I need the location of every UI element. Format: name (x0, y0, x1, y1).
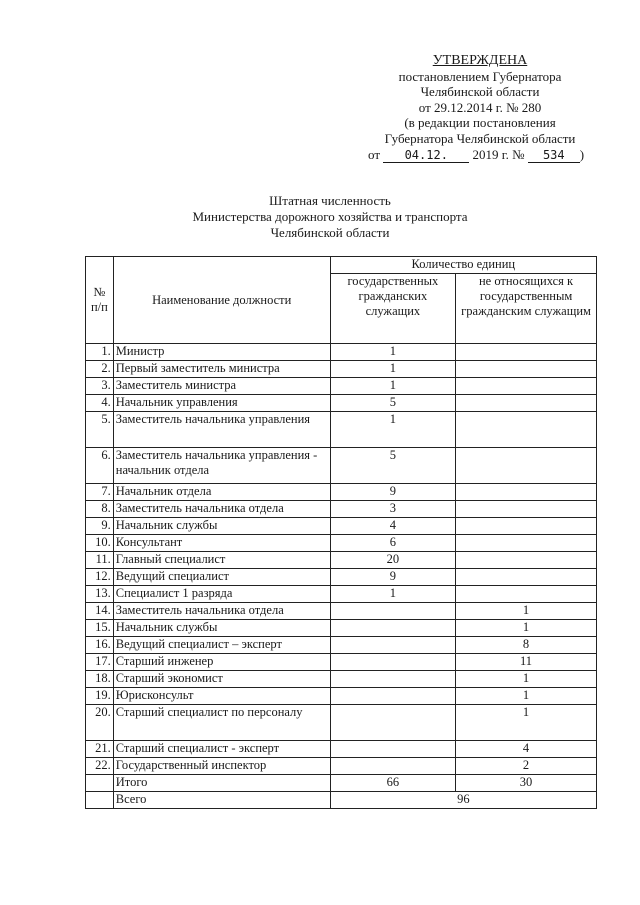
table-row (86, 586, 597, 603)
row-num: 18. (86, 671, 114, 688)
handwritten-number: 534 (528, 149, 580, 163)
handwritten-date: 04.12. (383, 149, 469, 163)
row-position: Заместитель начальника управления (113, 412, 330, 448)
row-non-civil-count (456, 484, 597, 501)
row-num: 7. (86, 484, 114, 501)
row-num: 15. (86, 620, 114, 637)
row-non-civil-count: 2 (456, 758, 597, 775)
grand-total-num (86, 792, 114, 809)
header-quantity: Количество единиц (330, 257, 596, 274)
total-label: Итого (113, 775, 330, 792)
row-num: 6. (86, 448, 114, 484)
row-non-civil-count: 1 (456, 603, 597, 620)
row-position: Юрисконсульт (113, 688, 330, 705)
table-row (86, 412, 597, 448)
approval-line: (в редакции постановления (404, 115, 556, 131)
table-row (86, 484, 597, 501)
row-position: Ведущий специалист (113, 569, 330, 586)
row-position: Специалист 1 разряда (113, 586, 330, 603)
title-line-1: Штатная численность (269, 193, 391, 208)
row-civil-count: 1 (330, 412, 455, 448)
row-position: Государственный инспектор (113, 758, 330, 775)
table-body (86, 344, 597, 809)
row-non-civil-count (456, 412, 597, 448)
row-civil-count: 1 (330, 361, 455, 378)
table-row (86, 535, 597, 552)
header-name: Наименование должности (113, 257, 330, 344)
table-row (86, 344, 597, 361)
row-position: Ведущий специалист – эксперт (113, 637, 330, 654)
table-row (86, 620, 597, 637)
row-position: Начальник управления (113, 395, 330, 412)
table-row (86, 654, 597, 671)
row-position: Первый заместитель министра (113, 361, 330, 378)
row-position: Начальник отдела (113, 484, 330, 501)
total-civil: 66 (330, 775, 455, 792)
row-non-civil-count: 4 (456, 741, 597, 758)
approval-line: Челябинской области (420, 84, 540, 100)
row-civil-count: 1 (330, 344, 455, 361)
row-position: Заместитель министра (113, 378, 330, 395)
row-non-civil-count (456, 448, 597, 484)
row-num: 19. (86, 688, 114, 705)
table-row (86, 705, 597, 741)
table-row (86, 518, 597, 535)
row-non-civil-count: 1 (456, 620, 597, 637)
row-non-civil-count: 1 (456, 705, 597, 741)
header-civil: государственных гражданских служащих (330, 274, 455, 344)
table-row (86, 758, 597, 775)
title-line-3: Челябинской области (270, 224, 390, 240)
row-position: Заместитель начальника отдела (113, 603, 330, 620)
row-num: 9. (86, 518, 114, 535)
approval-block (360, 53, 600, 163)
table-row (86, 637, 597, 654)
row-position: Старший экономист (113, 671, 330, 688)
row-civil-count (330, 637, 455, 654)
row-civil-count (330, 603, 455, 620)
row-civil-count: 1 (330, 586, 455, 603)
row-civil-count (330, 741, 455, 758)
row-civil-count: 5 (330, 448, 455, 484)
row-num: 3. (86, 378, 114, 395)
header-num: № п/п (86, 257, 114, 344)
row-position: Главный специалист (113, 552, 330, 569)
row-position: Заместитель начальника отдела (113, 501, 330, 518)
staff-table (85, 256, 597, 809)
row-civil-count (330, 654, 455, 671)
document-title (120, 193, 540, 240)
date-prefix: от (368, 146, 381, 162)
row-non-civil-count (456, 361, 597, 378)
row-num: 5. (86, 412, 114, 448)
row-non-civil-count (456, 501, 597, 518)
row-num: 10. (86, 535, 114, 552)
approval-line: Губернатора Челябинской области (384, 130, 576, 146)
table-row (86, 395, 597, 412)
row-non-civil-count (456, 535, 597, 552)
close-paren: ) (579, 146, 585, 162)
row-position: Начальник службы (113, 620, 330, 637)
row-position: Старший специалист по персоналу (113, 705, 330, 741)
total-row (86, 775, 597, 792)
grand-total-value: 96 (330, 792, 596, 809)
row-civil-count: 9 (330, 569, 455, 586)
row-civil-count: 4 (330, 518, 455, 535)
table-row (86, 361, 597, 378)
table-row (86, 603, 597, 620)
approval-line: постановлением Губернатора (398, 68, 562, 84)
row-non-civil-count: 8 (456, 637, 597, 654)
table-row (86, 688, 597, 705)
row-num: 12. (86, 569, 114, 586)
grand-total-row (86, 792, 597, 809)
total-num (86, 775, 114, 792)
row-non-civil-count (456, 586, 597, 603)
row-civil-count: 9 (330, 484, 455, 501)
row-civil-count: 20 (330, 552, 455, 569)
row-num: 21. (86, 741, 114, 758)
amendment-date-line (368, 147, 600, 163)
table-row (86, 569, 597, 586)
total-non-civil: 30 (456, 775, 597, 792)
row-non-civil-count (456, 378, 597, 395)
row-non-civil-count (456, 518, 597, 535)
row-non-civil-count (456, 552, 597, 569)
row-position: Старший специалист - эксперт (113, 741, 330, 758)
row-num: 17. (86, 654, 114, 671)
row-position: Заместитель начальника управления - начальник отдела (113, 448, 330, 484)
row-non-civil-count (456, 569, 597, 586)
approval-heading: УТВЕРЖДЕНА (432, 53, 528, 68)
row-num: 13. (86, 586, 114, 603)
approval-line: от 29.12.2014 г. № 280 (418, 99, 542, 115)
row-civil-count (330, 671, 455, 688)
row-civil-count (330, 758, 455, 775)
row-non-civil-count: 11 (456, 654, 597, 671)
table-row (86, 741, 597, 758)
row-position: Консультант (113, 535, 330, 552)
row-civil-count: 1 (330, 378, 455, 395)
title-line-2: Министерства дорожного хозяйства и транспорта (192, 208, 468, 224)
row-civil-count (330, 688, 455, 705)
table-row (86, 552, 597, 569)
row-civil-count: 6 (330, 535, 455, 552)
row-non-civil-count (456, 344, 597, 361)
row-num: 8. (86, 501, 114, 518)
row-num: 22. (86, 758, 114, 775)
row-num: 16. (86, 637, 114, 654)
table-row (86, 671, 597, 688)
row-position: Старший инженер (113, 654, 330, 671)
row-civil-count: 3 (330, 501, 455, 518)
header-non-civil: не относящихся к государственным гражданским служащим (456, 274, 597, 344)
row-num: 14. (86, 603, 114, 620)
row-non-civil-count: 1 (456, 671, 597, 688)
row-non-civil-count (456, 395, 597, 412)
row-civil-count (330, 620, 455, 637)
row-num: 11. (86, 552, 114, 569)
row-position: Министр (113, 344, 330, 361)
row-num: 2. (86, 361, 114, 378)
row-non-civil-count: 1 (456, 688, 597, 705)
table-row (86, 378, 597, 395)
row-num: 1. (86, 344, 114, 361)
row-civil-count (330, 705, 455, 741)
table-row (86, 501, 597, 518)
table-row (86, 448, 597, 484)
grand-total-label: Всего (113, 792, 330, 809)
row-num: 4. (86, 395, 114, 412)
year-text: 2019 г. № (472, 146, 525, 162)
row-position: Начальник службы (113, 518, 330, 535)
row-civil-count: 5 (330, 395, 455, 412)
row-num: 20. (86, 705, 114, 741)
